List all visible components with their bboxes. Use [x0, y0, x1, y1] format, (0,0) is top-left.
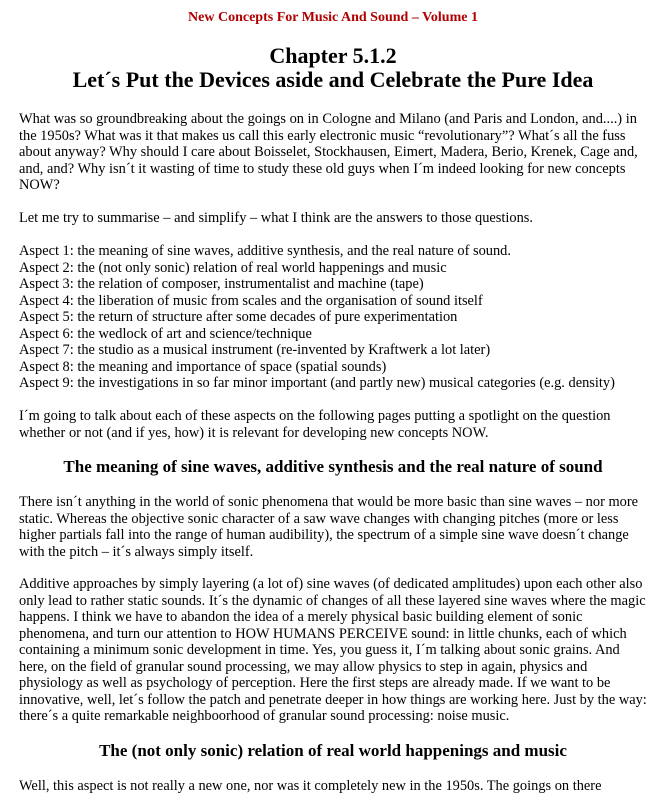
aspect-item: Aspect 1: the meaning of sine waves, additive synthesis, and the real nature of sound.: [19, 243, 511, 259]
summary-paragraph: Let me try to summarise – and simplify – what I think are the answers to those questions.: [19, 210, 533, 226]
chapter-title: Let´s Put the Devices aside and Celebrate the Pure Idea: [72, 67, 594, 92]
aspect-item: Aspect 5: the return of structure after some decades of pure experimentation: [19, 309, 458, 325]
sine-paragraph-2: Additive approaches by simply layering (a lot of) sine waves (of dedicated amplitudes) upon each other also only lead to rather static sounds. It´s the dynamic of changes of all these layered sine waves where the magic happens. I think we have to abandon the idea of a merely physical basic building element of sonic phenomena, and turn our attention to HOW HUMANS PERCEIVE sound: in little chunks, each of which containing a minimum sonic development in time. Yes, you guess it, I´m talking about sonic grains. And here, on the field of granular sound processing, we may allow physics to step in again, physics and physiology as well as psychology of perception. Here the first steps are already made. If we want to be innovative, well, let´s follow the patch and penetrate deeper in how things are working here. Just by the way: there´s a quite remarkable neighboorhood of granular sound processing: noise music.: [19, 576, 647, 724]
aspect-item: Aspect 2: the (not only sonic) relation of real world happenings and music: [19, 259, 447, 276]
running-header: New Concepts For Music And Sound – Volume 1: [188, 10, 478, 25]
aspect-item: Aspect 3: the relation of composer, instrumentalist and machine (tape): [19, 276, 424, 292]
sine-paragraph-1: There isn´t anything in the world of sonic phenomena that would be more basic than sine waves – nor more static. Whereas the objective sonic character of a saw wave changes with changing pitches (more or less higher partials fall into the range of human audibility), the spectrum of a simple sine wave doesn´t change with the pitch – it´s always simply itself.: [19, 494, 639, 560]
intro-paragraph: What was so groundbreaking about the goings on in Cologne and Milano (and Paris and London, and....) in the 1950s? What was it that makes us call this early electronic music “revolutionary”? What´s all the fuss about anyway? Why should I care about Boisselet, Stockhausen, Eimert, Madera, Berio, Krenek, Cage and, and, and? Why isn´t it wasting of time to study these old guys when I´m indeed looking for new concepts NOW?: [19, 111, 638, 193]
chapter-number: Chapter 5.1.2: [269, 43, 397, 68]
spotlight-paragraph: I´m going to talk about each of these aspects on the following pages putting a spotlight on the question whether or not (and if yes, how) it is relevant for developing new concepts NOW.: [19, 408, 611, 441]
aspect-item: Aspect 4: the liberation of music from scales and the organisation of sound itself: [19, 292, 483, 309]
aspects-list: [19, 243, 659, 392]
aspect-item: Aspect 6: the wedlock of art and science/technique: [19, 325, 312, 342]
aspect-item: Aspect 8: the meaning and importance of space (spatial sounds): [19, 358, 387, 375]
aspect-item: Aspect 7: the studio as a musical instrument (re-invented by Kraftwerk a lot later): [19, 342, 491, 358]
aspect-item: Aspect 9: the investigations in so far minor important (and partly new) musical categories (e.g. density): [19, 375, 615, 391]
section-heading-sine-waves: The meaning of sine waves, additive synthesis and the real nature of sound: [63, 457, 603, 476]
relation-paragraph-1: Well, this aspect is not really a new one, nor was it completely new in the 1950s. The goings on there: [19, 778, 602, 794]
section-heading-relation: The (not only sonic) relation of real world happenings and music: [99, 741, 567, 760]
